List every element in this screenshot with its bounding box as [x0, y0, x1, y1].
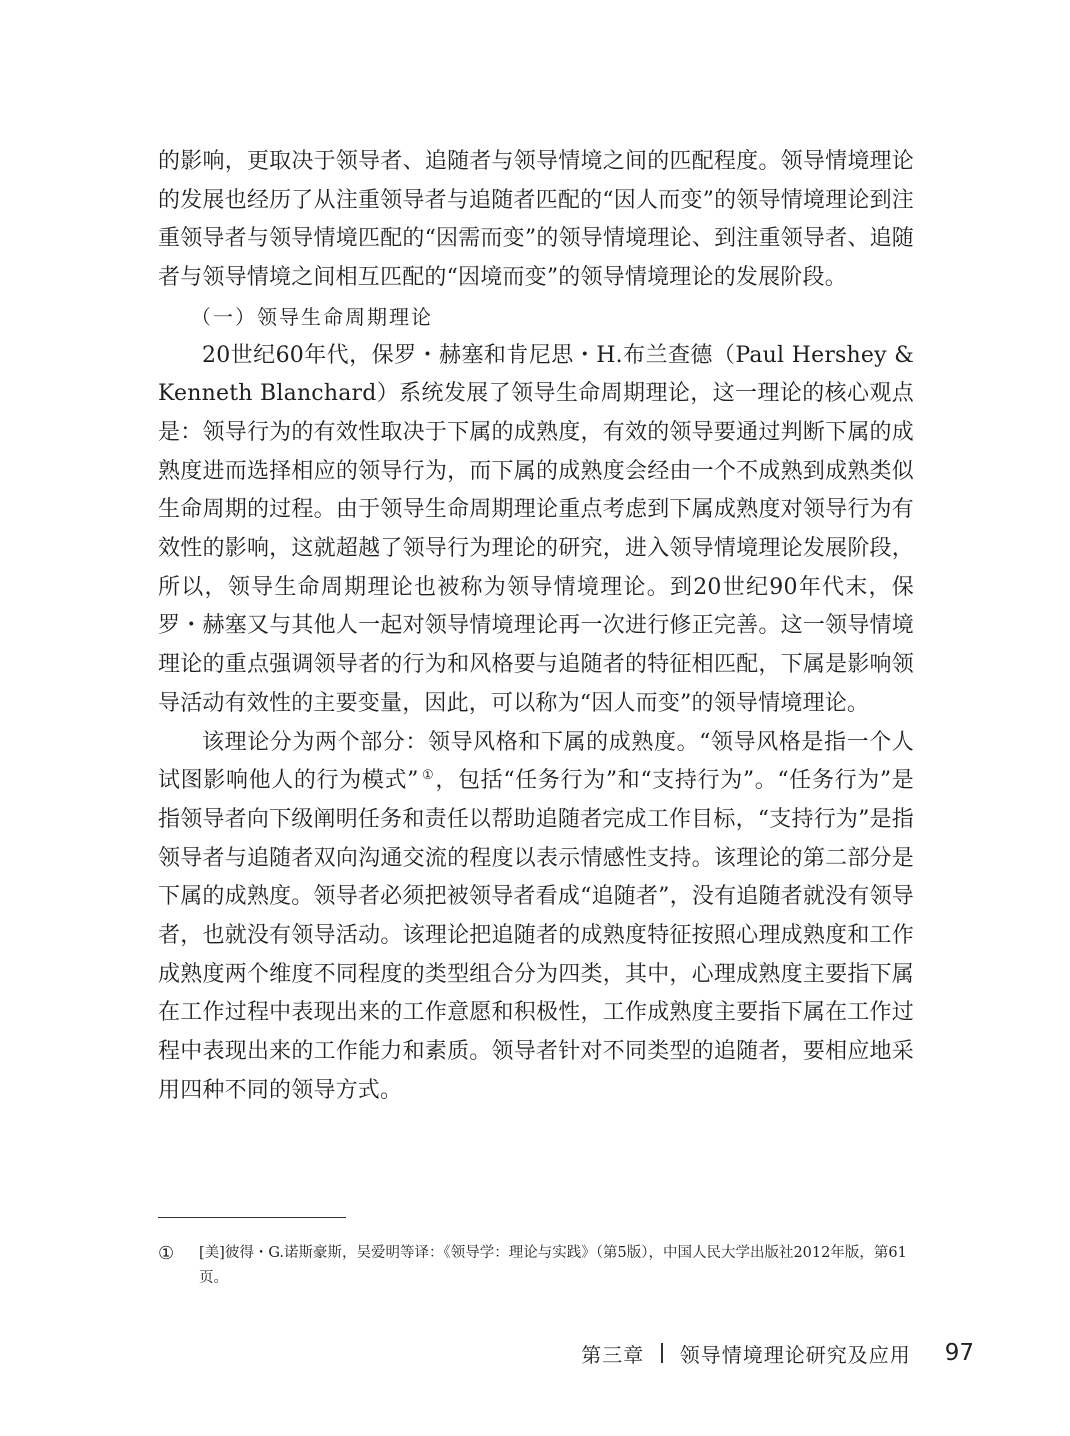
- paragraph-3-part-2: ，包括“任务行为”和“支持行为”。“任务行为”是指领导者向下级阐明任务和责任以帮助追随者完成工作目标，“支持行为”是指领导者与追随者双向沟通交流的程度以表示情感性支持。该理论的第二部分是下属的成熟度。领导者必须把被领导者看成“追随者”，没有追随者就没有领导者，也就没有领导活动。该理论把追随者的成熟度特征按照心理成熟度和工作成熟度两个维度不同程度的类型组合分为四类，其中，心理成熟度主要指下属在工作过程中表现出来的工作意愿和积极性，工作成熟度主要指下属在工作过程中表现出来的工作能力和素质。领导者针对不同类型的追随者，要相应地采用四种不同的领导方式。: [158, 768, 915, 1103]
- footer-chapter: 第三章: [581, 1342, 645, 1367]
- paragraph-3-part-1: 该理论分为两个部分：领导风格和下属的成熟度。“领导风格是指一个人试图影响他人的行为模式”: [158, 729, 914, 794]
- footnote-mark: ①: [158, 1243, 175, 1264]
- paragraph-3: [158, 724, 914, 1111]
- page-number: 97: [944, 1340, 974, 1366]
- footnote: [158, 1241, 914, 1291]
- paragraph-1: 的影响，更取决于领导者、追随者与领导情境之间的匹配程度。领导情境理论的发展也经历了从注重领导者与追随者匹配的“因人而变”的领导情境理论到注重领导者与领导情境匹配的“因需而变”的领导情境理论、到注重领导者、追随者与领导情境之间相互匹配的“因境而变”的领导情境理论的发展阶段。: [158, 149, 914, 291]
- body-text: [158, 143, 914, 1111]
- footer-chapter-title: 领导情境理论研究及应用: [679, 1342, 911, 1367]
- running-footer: [581, 1337, 974, 1369]
- footnote-text: [美]彼得・G.诺斯豪斯，吴爱明等译：《领导学：理论与实践》（第5版），中国人民大学出版社2012年版，第61页。: [199, 1245, 907, 1286]
- section-subheading: （一）领导生命周期理论: [191, 304, 433, 329]
- paragraph-2: 20世纪60年代，保罗・赫塞和肯尼思・H.布兰查德（Paul Hershey & Kenneth Blanchard）系统发展了领导生命周期理论，这一理论的核心观点是：领导行为的有效性取决于下属的成熟度，有效的领导要通过判断下属的成熟度进而选择相应的领导行为，而下属的成熟度会经由一个不成熟到成熟类似生命周期的过程。由于领导生命周期理论重点考虑到下属成熟度对领导行为有效性的影响，这就超越了领导行为理论的研究，进入领导情境理论发展阶段，所以，领导生命周期理论也被称为领导情境理论。到20世纪90年代末，保罗・赫塞又与其他人一起对领导情境理论再一次进行修正完善。这一领导情境理论的重点强调领导者的行为和风格要与追随者的特征相匹配，下属是影响领导活动有效性的主要变量，因此，可以称为“因人而变”的领导情境理论。: [158, 342, 914, 716]
- footnote-reference[interactable]: ①: [421, 768, 435, 784]
- footnote-divider: [158, 1217, 346, 1218]
- footer-separator: [661, 1343, 663, 1363]
